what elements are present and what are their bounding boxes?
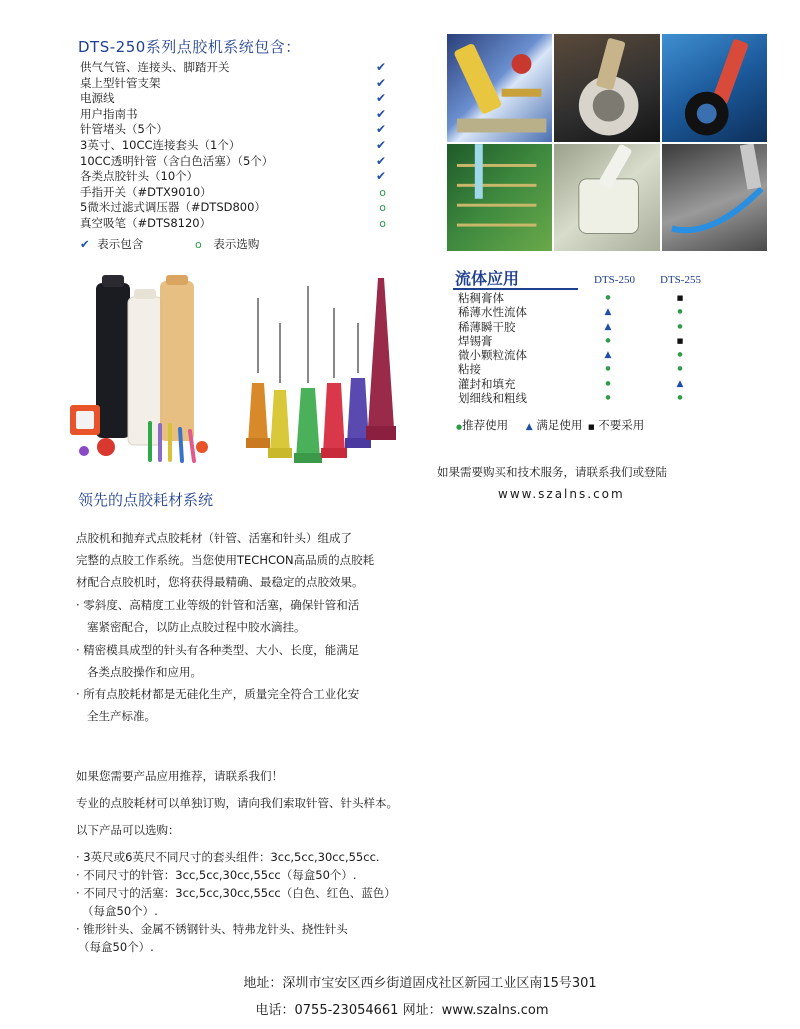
package-item [80, 91, 390, 107]
package-list [80, 60, 390, 232]
col-dts255: DTS-255 [660, 274, 701, 286]
included-mark: ✔ [375, 137, 386, 152]
optional-mark: o [379, 216, 386, 230]
package-item-label: 10CC透明针管（含白色活塞）（5个） [80, 153, 274, 168]
package-item [80, 122, 390, 138]
list-item: · 锥形针头、金属不锈钢针头、特弗龙针头、挠性针头 [76, 922, 348, 936]
package-item-label: 手指开关（#DTX9010） [80, 184, 212, 199]
fluid-row [458, 348, 698, 362]
fluid-row-label: 稀薄瞬干胶 [458, 319, 516, 334]
package-item [80, 138, 390, 154]
optional-mark: o [194, 238, 202, 251]
bullet-line: 全生产标准。 [87, 709, 156, 723]
recommended-symbol: ● [456, 423, 463, 431]
photo-component-dispensing [554, 34, 659, 142]
bullet-line: · 精密模具成型的针头有各种类型、大小、长度，能满足 [76, 643, 360, 657]
legend-recommended: 推荐使用 [462, 418, 509, 432]
optional-mark: o [379, 185, 386, 199]
recommended-symbol: ● [605, 294, 611, 301]
satisfactory-symbol: ▲ [604, 321, 612, 332]
not-recommended-symbol: ■ [676, 294, 684, 302]
package-item-label: 3英寸、10CC连接套头（1个） [80, 137, 241, 152]
list-item: （每盒50个）. [78, 940, 154, 954]
fluid-legend [456, 417, 644, 433]
bullet-line: · 所有点胶耗材都是无硅化生产，质量完全符合工业化安 [76, 687, 360, 701]
included-mark: ✔ [375, 91, 386, 106]
list-item: · 不同尺寸的针管：3cc,5cc,30cc,55cc（每盒50个）. [76, 868, 357, 882]
bullet-tips [76, 639, 416, 683]
package-item-label: 各类点胶针头（10个） [80, 169, 199, 184]
included-mark: ✔ [375, 60, 386, 74]
not-recommended-symbol: ■ [676, 336, 684, 345]
fluid-table [458, 291, 698, 405]
contact-url[interactable]: www.szalns.com [498, 487, 625, 501]
recommended-symbol: ● [677, 351, 683, 359]
photo-circuit-board [447, 144, 552, 252]
footer-address: 地址：深圳市宝安区西乡街道固戍社区新园工业区南15号301 [243, 976, 597, 991]
package-item [80, 154, 390, 170]
package-item-label: 桌上型针管支架 [80, 75, 161, 90]
included-mark: ✔ [375, 153, 386, 168]
included-mark: ✔ [375, 169, 386, 184]
package-item [80, 200, 390, 216]
legend-optional: 表示选购 [213, 237, 260, 251]
package-item-label: 电源线 [80, 91, 115, 106]
separate-order-text: 专业的点胶耗材可以单独订购，请向我们索取针管、针头样本。 [76, 796, 398, 810]
recommended-symbol: ● [605, 379, 611, 387]
fluid-title-rule [453, 288, 578, 290]
package-item-label: 5微米过滤式调压器（#DTSD800） [80, 200, 266, 215]
photo-blue-dispensing [662, 34, 767, 142]
optional-products-list [76, 848, 396, 956]
included-mark: ✔ [375, 122, 386, 137]
satisfactory-symbol: ▲ [604, 350, 612, 361]
legend-included: 表示包含 [97, 237, 144, 251]
intro-line: 材配合点胶机时，您将获得最精确、最稳定的点胶效果。 [76, 575, 364, 589]
fluid-row [458, 305, 698, 319]
fluid-row [458, 291, 698, 305]
package-item [80, 216, 390, 232]
package-item [80, 107, 390, 123]
bullet-line: 各类点胶操作和应用。 [87, 665, 202, 679]
bullet-line: · 零斜度、高精度工业等级的针管和活塞，确保针管和活 [76, 598, 360, 612]
bullet-syringes [76, 594, 416, 638]
recommended-symbol: ● [605, 394, 611, 402]
legend-satisfactory: 满足使用 [536, 418, 583, 432]
fluid-row [458, 320, 698, 334]
recommended-symbol: ● [677, 394, 683, 402]
consumables-title: 领先的点胶耗材系统 [78, 491, 214, 509]
fluid-row-label: 焊锡膏 [458, 333, 493, 348]
fluid-row-label: 粘稠膏体 [458, 291, 504, 305]
not-recommended-symbol: ■ [588, 423, 595, 431]
optional-mark: o [379, 201, 386, 215]
photo-syringe-dispensing [447, 34, 552, 142]
package-item [80, 169, 390, 185]
package-title: DTS-250系列点胶机系统包含： [78, 38, 301, 56]
application-photos [447, 34, 767, 251]
fluid-row [458, 334, 698, 348]
needle-tips-illustration [238, 278, 408, 468]
recommended-symbol: ● [605, 365, 611, 373]
list-item: · 不同尺寸的活塞：3cc,5cc,30cc,55cc（白色、红色、蓝色） [76, 886, 396, 900]
satisfactory-symbol: ▲ [676, 378, 684, 389]
fluid-row-label: 微小颗粒流体 [458, 348, 527, 363]
optional-intro: 以下产品可以选购： [76, 823, 180, 837]
syringes-illustration [66, 275, 226, 465]
package-item [80, 76, 390, 92]
list-item: （每盒50个）. [82, 904, 158, 918]
package-item [80, 185, 390, 201]
fluid-row [458, 391, 698, 405]
fluid-row-label: 稀薄水性流体 [458, 305, 527, 320]
intro-line: 点胶机和抛弃式点胶耗材（针管、活塞和针头）组成了 [76, 531, 352, 545]
recommended-symbol: ● [677, 308, 683, 316]
included-mark: ✔ [375, 106, 386, 121]
recommended-symbol: ● [605, 336, 611, 344]
package-legend [80, 236, 259, 252]
recommend-text: 如果您需要产品应用推荐，请联系我们！ [76, 769, 283, 783]
fluid-row-label: 灌封和填充 [458, 376, 516, 391]
package-item [80, 60, 390, 76]
package-item-label: 针管堵头（5个） [80, 122, 168, 137]
bullet-silicone-free [76, 683, 416, 727]
consumables-intro [76, 527, 416, 593]
footer-phone-website: 电话：0755-23054661 网址：www.szalns.com [255, 1003, 549, 1018]
satisfactory-symbol: ▲ [525, 422, 533, 432]
fluid-row-label: 粘接 [458, 362, 481, 377]
package-item-label: 真空吸笔（#DTS8120） [80, 215, 212, 230]
photo-white-housing [554, 144, 659, 252]
included-mark: ✔ [80, 237, 90, 251]
bullet-line: 塞紧密配合，以防止点胶过程中胶水滴挂。 [87, 620, 306, 634]
fluid-title: 流体应用 [455, 269, 520, 288]
list-item: · 3英尺或6英尺不同尺寸的套头组件：3cc,5cc,30cc,55cc. [76, 850, 380, 864]
intro-line: 完整的点胶工作系统。当您使用TECHCON高品质的点胶耗 [76, 553, 375, 567]
fluid-row-label: 划细线和粗线 [458, 391, 527, 406]
photo-blue-bead [662, 144, 767, 252]
col-dts250: DTS-250 [594, 274, 635, 286]
package-item-label: 用户指南书 [80, 106, 138, 121]
fluid-row [458, 377, 698, 391]
fluid-row [458, 362, 698, 376]
package-item-label: 供气气管、连接头、脚踏开关 [80, 60, 230, 74]
legend-not-recommended: 不要采用 [598, 418, 645, 432]
contact-text: 如果需要购买和技术服务，请联系我们或登陆 [437, 465, 667, 479]
recommended-symbol: ● [677, 322, 683, 330]
satisfactory-symbol: ▲ [604, 307, 612, 318]
included-mark: ✔ [375, 75, 386, 90]
recommended-symbol: ● [677, 365, 683, 373]
